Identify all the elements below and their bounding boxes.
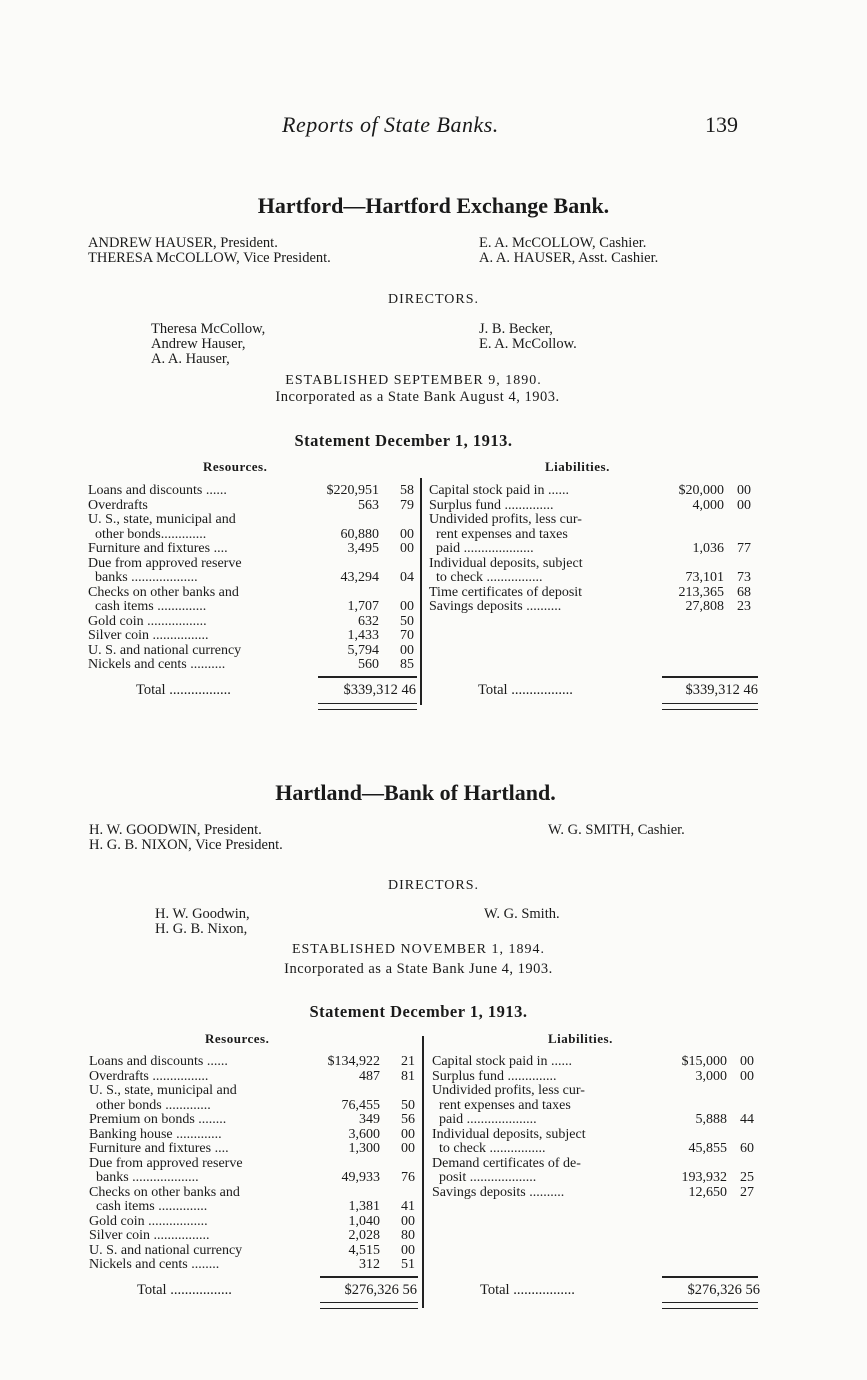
sum-rule (662, 676, 758, 678)
row-cents: 00 (400, 642, 414, 658)
bank-title: Hartland—Bank of Hartland. (275, 780, 556, 805)
row-label: Overdrafts (88, 497, 148, 513)
resource-row (89, 1215, 419, 1230)
row-label: Time certificates of deposit (429, 584, 583, 600)
row-label: Surplus fund .............. (432, 1068, 557, 1084)
incorporated-line: Incorporated as a State Bank June 4, 1903. (284, 961, 553, 977)
row-cents: 50 (400, 613, 414, 629)
row-label: rent expenses and taxes (429, 526, 568, 542)
row-label: paid .................... (429, 541, 534, 556)
row-cents: 27 (740, 1184, 754, 1200)
resource-row (88, 629, 418, 644)
director: Andrew Hauser, (151, 336, 246, 352)
row-dollars: 487 (359, 1068, 380, 1084)
officers-left (88, 236, 331, 266)
liability-row (432, 1084, 762, 1099)
director: E. A. McCollow. (479, 336, 577, 352)
row-dollars: 213,365 (678, 584, 724, 600)
row-label: U. S. and national currency (88, 642, 242, 658)
resource-row (88, 557, 418, 572)
row-label: Nickels and cents .......... (88, 657, 226, 672)
resource-row (89, 1099, 419, 1114)
resource-row (88, 484, 418, 499)
liability-row (432, 1142, 762, 1157)
row-cents: 00 (740, 1068, 754, 1084)
liability-row (432, 1070, 762, 1085)
row-label: Capital stock paid in ...... (429, 483, 569, 498)
resource-row (88, 571, 418, 586)
row-dollars: 3,600 (348, 1126, 380, 1142)
liability-row (432, 1157, 762, 1172)
row-dollars: 3,495 (347, 541, 379, 556)
row-cents: 04 (400, 570, 414, 585)
page-number: 139 (705, 112, 738, 137)
liability-row (432, 1113, 762, 1128)
liability-row (432, 1128, 762, 1143)
row-label: to check ................ (429, 570, 543, 585)
row-label: Premium on bonds ........ (89, 1112, 227, 1127)
director: H. W. Goodwin, (155, 906, 250, 922)
liabilities-list (432, 1055, 762, 1200)
officer: H. G. B. NIXON, Vice President. (89, 837, 283, 853)
row-dollars: 193,932 (681, 1170, 727, 1185)
row-label: Checks on other banks and (89, 1184, 240, 1200)
running-header (0, 112, 867, 142)
row-dollars: 4,515 (348, 1242, 380, 1258)
resource-row (89, 1084, 419, 1099)
total-liabilities-row (480, 1282, 762, 1299)
row-label: Furniture and fixtures .... (89, 1141, 229, 1156)
resource-row (88, 499, 418, 514)
total-label: Total ................. (480, 1282, 575, 1298)
row-dollars: 12,650 (688, 1184, 727, 1200)
row-label: Individual deposits, subject (432, 1126, 586, 1142)
row-cents: 25 (740, 1170, 754, 1185)
row-cents: 00 (400, 526, 414, 542)
row-dollars: 2,028 (348, 1228, 380, 1243)
row-label: Loans and discounts ...... (89, 1054, 228, 1069)
officer: A. A. HAUSER, Asst. Cashier. (479, 250, 659, 266)
row-cents: 76 (401, 1170, 415, 1185)
row-cents: 00 (401, 1213, 415, 1229)
row-dollars: 632 (358, 613, 379, 629)
resource-row (88, 513, 418, 528)
row-cents: 00 (401, 1141, 415, 1156)
sum-rule (662, 1276, 758, 1278)
row-dollars: 4,000 (692, 497, 724, 513)
total-liabilities-row (478, 682, 760, 699)
incorporated-line: Incorporated as a State Bank August 4, 1903. (275, 389, 560, 405)
established-line: ESTABLISHED NOVEMBER 1, 1894. (291, 942, 546, 957)
resources-list (89, 1055, 419, 1273)
directors-left (155, 907, 250, 937)
row-cents: 44 (740, 1112, 754, 1127)
directors-left (151, 322, 265, 367)
double-rule (320, 1302, 418, 1309)
row-dollars: 312 (359, 1257, 380, 1272)
row-dollars: 1,707 (347, 599, 379, 614)
directors-heading: DIRECTORS. (387, 292, 480, 307)
liabilities-heading: Liabilities. (548, 1031, 613, 1046)
row-label: Banking house ............. (89, 1126, 222, 1142)
row-cents: 73 (737, 570, 751, 585)
row-cents: 58 (400, 483, 414, 498)
liability-row (432, 1171, 762, 1186)
sum-rule (318, 676, 417, 678)
row-label: Silver coin ................ (89, 1228, 210, 1243)
row-label: Gold coin ................. (89, 1213, 208, 1229)
resources-list (88, 484, 418, 673)
officer: E. A. McCOLLOW, Cashier. (479, 235, 647, 251)
liability-row (432, 1186, 762, 1201)
row-label: Savings deposits .......... (429, 599, 562, 614)
row-dollars: 1,040 (348, 1213, 380, 1229)
column-divider (422, 1036, 424, 1308)
row-label: Gold coin ................. (88, 613, 207, 629)
liability-row (429, 571, 759, 586)
resource-row (88, 542, 418, 557)
row-dollars: 27,808 (685, 599, 724, 614)
resource-row (88, 644, 418, 659)
row-label: Individual deposits, subject (429, 555, 583, 571)
liability-row (429, 484, 759, 499)
row-label: Savings deposits .......... (432, 1184, 565, 1200)
liability-row (429, 557, 759, 572)
row-dollars: 76,455 (341, 1097, 380, 1113)
resource-row (88, 528, 418, 543)
director: J. B. Becker, (479, 321, 553, 337)
row-cents: 00 (401, 1126, 415, 1142)
row-label: cash items .............. (88, 599, 207, 614)
statement-title: Statement December 1, 1913. (294, 431, 513, 450)
row-label: Undivided profits, less cur- (432, 1083, 585, 1098)
row-dollars: 5,794 (347, 642, 379, 658)
row-label: Undivided profits, less cur- (429, 512, 582, 527)
directors-heading: DIRECTORS. (387, 878, 480, 893)
row-dollars: 60,880 (340, 526, 379, 542)
row-cents: 00 (740, 1054, 754, 1069)
row-dollars: 1,381 (348, 1199, 380, 1214)
officer: H. W. GOODWIN, President. (89, 822, 262, 838)
total-label: Total ................. (478, 682, 573, 698)
row-dollars: 560 (358, 657, 379, 672)
row-dollars: 5,888 (695, 1112, 727, 1127)
total-resources-row (136, 682, 418, 699)
bank-title: Hartford—Hartford Exchange Bank. (257, 193, 610, 218)
resource-row (89, 1186, 419, 1201)
column-divider (420, 478, 422, 705)
resource-row (89, 1258, 419, 1273)
resource-row (89, 1142, 419, 1157)
total-liabilities-amount: $339,312 46 (685, 682, 758, 698)
row-label: Checks on other banks and (88, 584, 239, 600)
row-label: Overdrafts ................ (89, 1068, 209, 1084)
row-label: other bonds ............. (89, 1097, 211, 1113)
row-label: U. S., state, municipal and (89, 1083, 237, 1098)
resource-row (88, 658, 418, 673)
row-label: other bonds............. (88, 526, 207, 542)
row-dollars: 563 (358, 497, 379, 513)
row-cents: 23 (737, 599, 751, 614)
row-label: posit ................... (432, 1170, 537, 1185)
row-dollars: 3,000 (695, 1068, 727, 1084)
resource-row (88, 615, 418, 630)
double-rule (662, 1302, 758, 1309)
total-liabilities-amount: $276,326 56 (687, 1282, 760, 1298)
row-label: cash items .............. (89, 1199, 208, 1214)
director: W. G. Smith. (484, 906, 560, 922)
row-label: U. S., state, municipal and (88, 512, 236, 527)
officers-right (548, 823, 685, 838)
row-cents: 60 (740, 1141, 754, 1156)
officer: THERESA McCOLLOW, Vice President. (88, 250, 331, 266)
row-cents: 00 (401, 1242, 415, 1258)
row-label: banks ................... (88, 570, 198, 585)
liability-row (429, 528, 759, 543)
total-resources-amount: $339,312 46 (343, 682, 416, 698)
row-cents: 80 (401, 1228, 415, 1243)
resource-row (88, 600, 418, 615)
row-label: Demand certificates of de- (432, 1155, 581, 1171)
row-label: Surplus fund .............. (429, 497, 554, 513)
liability-row (429, 499, 759, 514)
resource-row (89, 1171, 419, 1186)
resource-row (89, 1157, 419, 1172)
row-dollars: 73,101 (685, 570, 724, 585)
row-cents: 50 (401, 1097, 415, 1113)
row-label: rent expenses and taxes (432, 1097, 571, 1113)
resource-row (89, 1055, 419, 1070)
row-label: banks ................... (89, 1170, 199, 1185)
row-label: paid .................... (432, 1112, 537, 1127)
row-cents: 00 (737, 483, 751, 498)
resource-row (89, 1200, 419, 1215)
row-label: Loans and discounts ...... (88, 483, 227, 498)
row-dollars: 45,855 (688, 1141, 727, 1156)
resource-row (89, 1229, 419, 1244)
director: Theresa McCollow, (151, 321, 266, 337)
liabilities-list (429, 484, 759, 615)
row-cents: 85 (400, 657, 414, 672)
row-dollars: 1,300 (348, 1141, 380, 1156)
row-cents: 41 (401, 1199, 415, 1214)
row-cents: 70 (400, 628, 414, 643)
row-cents: 56 (401, 1112, 415, 1127)
row-dollars: $220,951 (326, 483, 379, 498)
sum-rule (320, 1276, 418, 1278)
row-dollars: 49,933 (341, 1170, 380, 1185)
row-label: Capital stock paid in ...... (432, 1054, 572, 1069)
row-label: Furniture and fixtures .... (88, 541, 228, 556)
statement-title: Statement December 1, 1913. (309, 1002, 528, 1021)
row-label: Nickels and cents ........ (89, 1257, 220, 1272)
row-label: U. S. and national currency (89, 1242, 243, 1258)
double-rule (662, 703, 758, 710)
resource-row (88, 586, 418, 601)
row-cents: 00 (400, 541, 414, 556)
resource-row (89, 1244, 419, 1259)
director: H. G. B. Nixon, (155, 921, 248, 937)
row-dollars: $20,000 (678, 483, 724, 498)
resource-row (89, 1113, 419, 1128)
row-dollars: 1,036 (692, 541, 724, 556)
row-cents: 51 (401, 1257, 415, 1272)
liability-row (432, 1099, 762, 1114)
liability-row (429, 600, 759, 615)
row-cents: 21 (401, 1054, 415, 1069)
row-cents: 68 (737, 584, 751, 600)
director: A. A. Hauser, (151, 351, 230, 367)
row-dollars: 43,294 (340, 570, 379, 585)
resource-row (89, 1128, 419, 1143)
officers-right (479, 236, 658, 266)
liability-row (432, 1055, 762, 1070)
row-dollars: $134,922 (327, 1054, 380, 1069)
row-label: to check ................ (432, 1141, 546, 1156)
row-cents: 00 (400, 599, 414, 614)
total-resources-amount: $276,326 56 (344, 1282, 417, 1298)
liability-row (429, 586, 759, 601)
directors-right (479, 322, 577, 352)
row-cents: 00 (737, 497, 751, 513)
liability-row (429, 542, 759, 557)
total-label: Total ................. (136, 682, 231, 698)
row-cents: 81 (401, 1068, 415, 1084)
row-dollars: 349 (359, 1112, 380, 1127)
resources-heading: Resources. (203, 459, 268, 474)
row-dollars: $15,000 (681, 1054, 727, 1069)
row-label: Due from approved reserve (88, 555, 242, 571)
total-resources-row (137, 1282, 419, 1299)
established-line: ESTABLISHED SEPTEMBER 9, 1890. (285, 373, 542, 388)
double-rule (318, 703, 417, 710)
total-label: Total ................. (137, 1282, 232, 1298)
resources-heading: Resources. (205, 1031, 270, 1046)
row-dollars: 1,433 (347, 628, 379, 643)
resource-row (89, 1070, 419, 1085)
officer: W. G. SMITH, Cashier. (548, 822, 685, 838)
row-cents: 79 (400, 497, 414, 513)
liability-row (429, 513, 759, 528)
liabilities-heading: Liabilities. (545, 459, 610, 474)
officers-left (89, 823, 283, 853)
officer: ANDREW HAUSER, President. (88, 235, 278, 251)
row-label: Due from approved reserve (89, 1155, 243, 1171)
row-cents: 77 (737, 541, 751, 556)
row-label: Silver coin ................ (88, 628, 209, 643)
running-title: Reports of State Banks. (282, 112, 499, 137)
directors-right (484, 907, 560, 922)
